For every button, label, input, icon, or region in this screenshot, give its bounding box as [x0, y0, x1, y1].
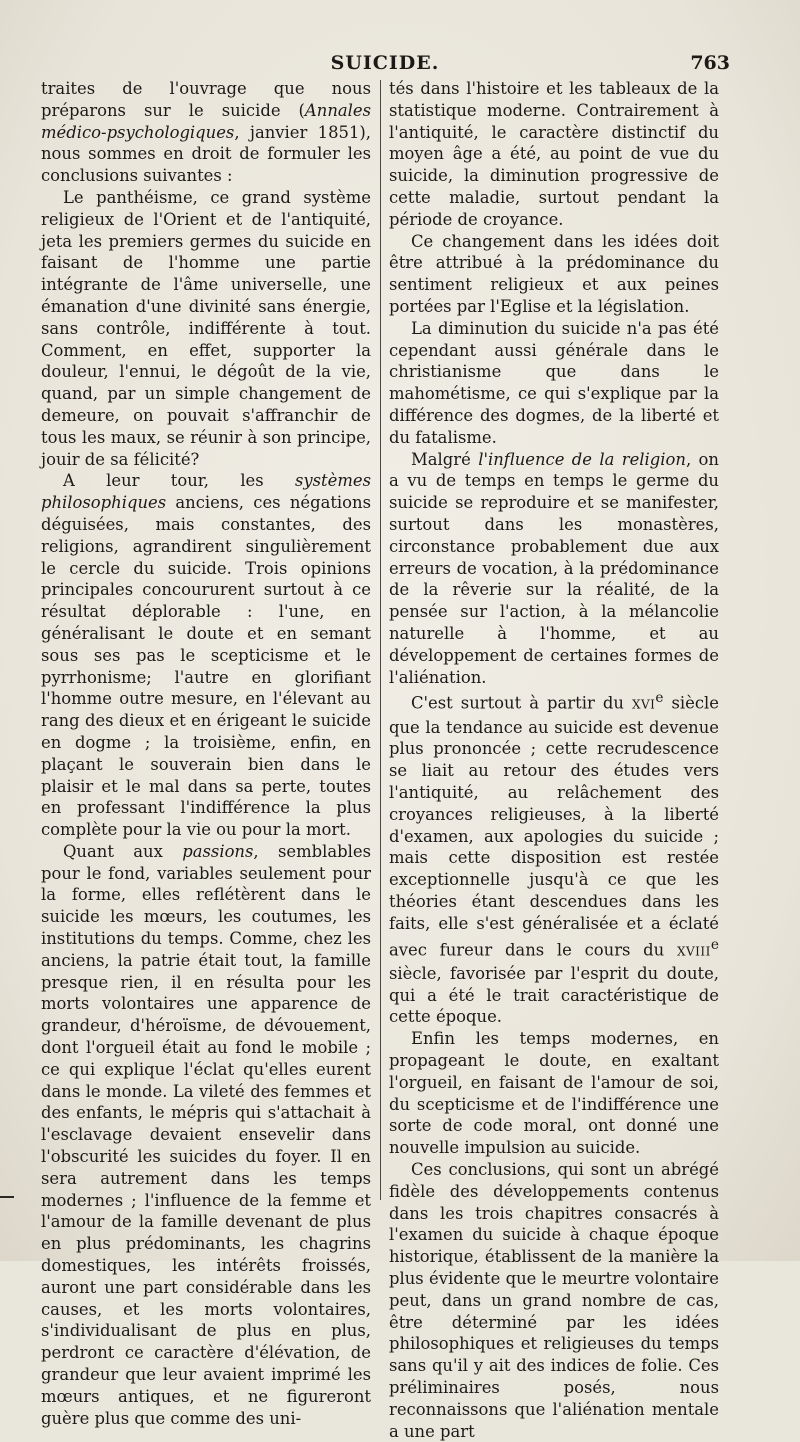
paragraph: La diminution du suicide n'a pas été cependant aussi générale dans le christianisme que dans le mahométisme, ce qui s'explique par la différence des dogmes, de la liberté et du fatalisme.	[389, 318, 719, 447]
italic-text: passions	[182, 841, 254, 861]
left-column	[41, 78, 371, 1429]
text-run: anciens, ces négations déguisées, mais constantes, des religions, agrandirent singulièrement le cercle du suicide. Trois opinions principales concoururent surtout à ce résultat déplorable : l'une, en généralisant le doute et en semant sous ses pas le scepticisme et le pyrrhonisme; l'autre en glorifiant l'homme outre mesure, en l'élevant au rang des dieux et en érigeant le suicide en dogme ; la troisième, enfin, en plaçant le souverain bien dans le plaisir et le mal dans sa perte, toutes en professant l'indifférence la plus complète pour la vie ou pour la mort.	[41, 493, 371, 840]
paragraph	[389, 449, 719, 689]
paragraph	[41, 841, 371, 1430]
paragraph	[41, 78, 371, 187]
text-run: Malgré	[411, 449, 479, 469]
italic-text: systèmes philosophiques	[41, 471, 371, 513]
text-run: , semblables pour le fond, variables seulement pour la forme, elles reflétèrent dans le suicide les mœurs, les coutumes, les institutions du temps. Comme, chez les anciens, la patrie était tout, la famille presque rien, il en résulta pour les morts volontaires une apparence de grandeur, d'héroïsme, de dévouement, dont l'orgueil était au fond le mobile ; ce qui explique l'éclat qu'elles eurent dans le monde. La vileté des femmes et des enfants, le mépris qui s'attachait à l'esclavage devaient ensevelir dans l'obscurité les suicides du foyer. Il en sera autrement dans les temps modernes ; l'influence de la femme et l'amour de la famille devenant de plus en plus prédominants, les chagrins domestiques, les intérêts froissés, auront une part considérable dans les causes, et les morts volontaires, s'individualisant de plus en plus, perdront ce caractère d'élévation, de grandeur que leur avaient imprimé les mœurs antiques, et ne figureront guère plus que comme des uni-	[41, 841, 371, 1428]
text-run: siècle, favorisée par l'esprit du doute, qui a été le trait caractéristique de cette époque.	[389, 963, 719, 1027]
text-run: traites de l'ouvrage que nous préparons sur le suicide (	[41, 79, 371, 120]
century-numeral: XVI	[631, 697, 656, 712]
paragraph: Ces conclusions, qui sont un abrégé fidèle des développements contenus dans les trois chapitres consacrés à l'examen du suicide à chaque époque historique, établissent de la manière la plus évidente que le meurtre volontaire peut, dans un grand nombre de cas, être déterminé par les idées philosophiques et religieuses du temps sans qu'il y ait des indices de folie. Ces préliminaires posés, nous reconnaissons que l'aliénation mentale a une part	[389, 1159, 719, 1441]
text-run: , janvier 1851), nous sommes en droit de formuler les conclusions suivantes :	[41, 122, 371, 186]
page-number: 763	[690, 52, 730, 74]
italic-text: l'influence de la religion	[478, 449, 686, 469]
column-divider	[380, 80, 381, 1200]
text-run: A leur tour, les	[63, 471, 295, 491]
text-run: C'est surtout à partir du	[411, 693, 632, 713]
century-numeral: XVIII	[676, 944, 711, 959]
right-column	[389, 78, 719, 1442]
paragraph: Le panthéisme, ce grand système religieux de l'Orient et de l'antiquité, jeta les premiers germes du suicide en faisant de l'homme une partie intégrante de l'âme universelle, une émanation d'une divinité sans énergie, sans contrôle, indifférente à tout. Comment, en effet, supporter la douleur, l'ennui, le dégoût de la vie, quand, par un simple changement de demeure, on pouvait s'affranchir de tous les maux, se réunir à son principe, jouir de sa félicité?	[41, 187, 371, 469]
text-run: Quant aux	[63, 841, 183, 861]
paragraph	[41, 470, 371, 841]
paragraph	[389, 688, 719, 1028]
paragraph: Ce changement dans les idées doit être attribué à la prédominance du sentiment religieux et aux peines portées par l'Eglise et la législation.	[389, 231, 719, 316]
text-run: siècle que la tendance au suicide est devenue plus prononcée ; cette recrudescence se liait au retour des études vers l'antiquité, au relâchement des croyances religieuses, à la liberté d'examen, aux apologies du suicide ; mais cette disposition est restée exceptionnelle jusqu'à ce que les théories étant descendues dans les faits, elle s'est généralisée et a éclaté avec fureur dans le cours du	[389, 693, 720, 960]
paragraph: Enfin les temps modernes, en propageant le doute, en exaltant l'orgueil, en faisant de l'amour de soi, du scepticisme et de l'indifférence une sorte de code moral, ont donné une nouvelle impulsion au suicide.	[389, 1029, 719, 1158]
running-title: SUICIDE.	[330, 52, 440, 74]
italic-text: Annales médico-psychologiques	[41, 100, 371, 142]
superscript: e	[655, 690, 664, 707]
page-header	[40, 52, 730, 80]
superscript: e	[710, 936, 719, 953]
paragraph: tés dans l'histoire et les tableaux de la statistique moderne. Contrairement à l'antiquité, le caractère distinctif du moyen âge a été, au point de vue du suicide, la diminution progressive de cette maladie, surtout pendant la période de croyance.	[389, 79, 719, 229]
margin-mark	[0, 1196, 14, 1198]
text-run: , on a vu de temps en temps le germe du suicide se reproduire et se manifester, surtout dans les monastères, circonstance probablement due aux erreurs de vocation, à la prédominance de la rêverie sur la réalité, de la pensée sur l'action, à la mélancolie naturelle à l'homme, et au développement de certaines formes de l'aliénation.	[389, 449, 719, 687]
